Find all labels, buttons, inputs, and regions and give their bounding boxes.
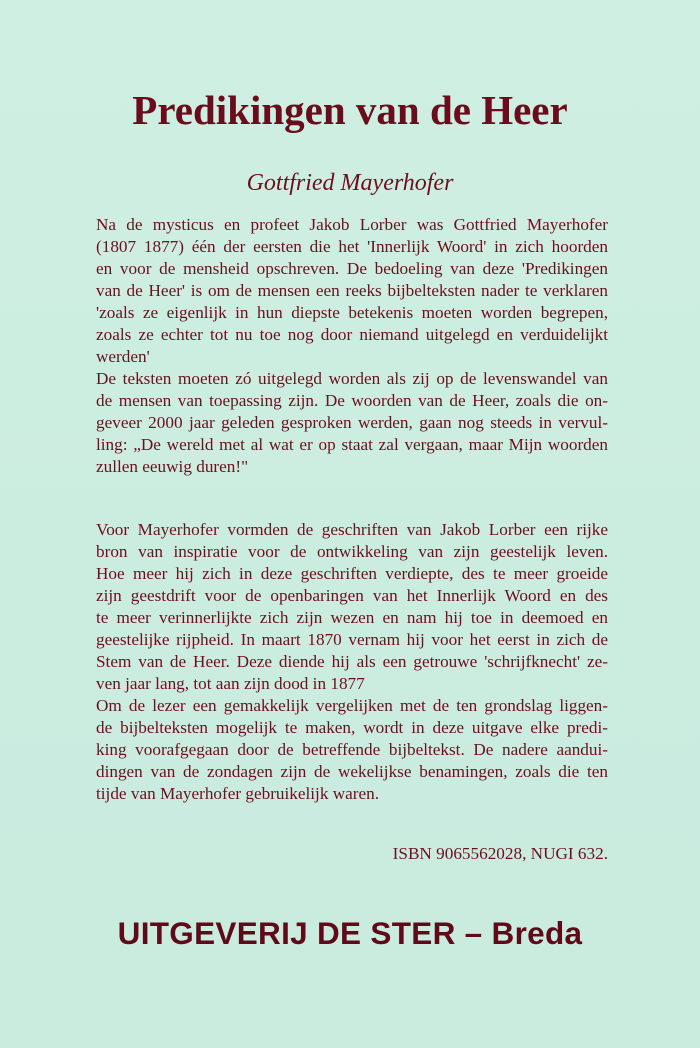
text-line: dingen van de zondagen zijn de wekelijkse benamingen, zoals die ten: [96, 762, 608, 781]
text-line: werden': [96, 347, 150, 366]
text-line: en voor de mensheid opschreven. De bedoeling van deze 'Predikingen: [96, 259, 608, 278]
text-line: 'zoals ze eigenlijk in hun diepste betekenis moeten worden begrepen,: [96, 303, 608, 322]
text-line: king voorafgegaan door de betreffende bijbeltekst. De nadere aandui-: [96, 740, 608, 759]
text-line: zullen eeuwig duren!": [96, 457, 249, 476]
text-line: zoals ze echter tot nu toe nog door niemand uitgelegd en verduidelijkt: [96, 325, 608, 344]
text-line: (1807 1877) één der eersten die het 'Innerlijk Woord' in zich hoorden: [96, 237, 608, 256]
text-line: ling: „De wereld met al wat er op staat zal vergaan, maar Mijn woorden: [96, 435, 608, 454]
text-line: De teksten moeten zó uitgelegd worden als zij op de levenswandel van: [96, 369, 608, 388]
description-paragraph-2: [96, 519, 608, 805]
text-line: Stem van de Heer. Deze diende hij als een getrouwe 'schrijfknecht' ze-: [96, 652, 608, 671]
text-line: geveer 2000 jaar geleden gesproken werden, gaan nog steeds in vervul-: [96, 413, 608, 432]
text-line: tijde van Mayerhofer gebruikelijk waren.: [96, 784, 380, 803]
text-line: Voor Mayerhofer vormden de geschriften van Jakob Lorber een rijke: [96, 520, 608, 539]
isbn-line: ISBN 9065562028, NUGI 632.: [392, 844, 608, 863]
publisher-name: UITGEVERIJ DE STER – Breda: [117, 915, 583, 951]
book-title: Predikingen van de Heer: [132, 87, 568, 133]
description-paragraph-1: [96, 214, 608, 478]
text-line: zijn geestdrift voor de openbaringen van het Innerlijk Woord en des: [96, 586, 608, 605]
text-line: bron van inspiratie voor de ontwikkeling van zijn geestelijk leven.: [96, 542, 608, 561]
text-line: de mensen van toepassing zijn. De woorden van de Heer, zoals die on-: [96, 391, 608, 410]
author-name: Gottfried Mayerhofer: [246, 170, 454, 196]
text-line: van de Heer' is om de mensen een reeks bijbelteksten nader te verklaren: [96, 281, 608, 300]
text-line: Na de mysticus en profeet Jakob Lorber was Gottfried Mayerhofer: [96, 215, 608, 234]
text-line: Hoe meer hij zich in deze geschriften verdiepte, des te meer groeide: [96, 564, 608, 583]
text-line: geestelijke rijpheid. In maart 1870 vernam hij voor het eerst in zich de: [96, 630, 608, 649]
text-line: Om de lezer een gemakkelijk vergelijken met de ten grondslag liggen-: [96, 696, 608, 715]
text-line: te meer verinnerlijkte zich zijn wezen en nam hij toe in deemoed en: [96, 608, 608, 627]
text-line: ven jaar lang, tot aan zijn dood in 1877: [96, 674, 365, 693]
text-line: de bijbelteksten mogelijk te maken, wordt in deze uitgave elke predi-: [96, 718, 608, 737]
